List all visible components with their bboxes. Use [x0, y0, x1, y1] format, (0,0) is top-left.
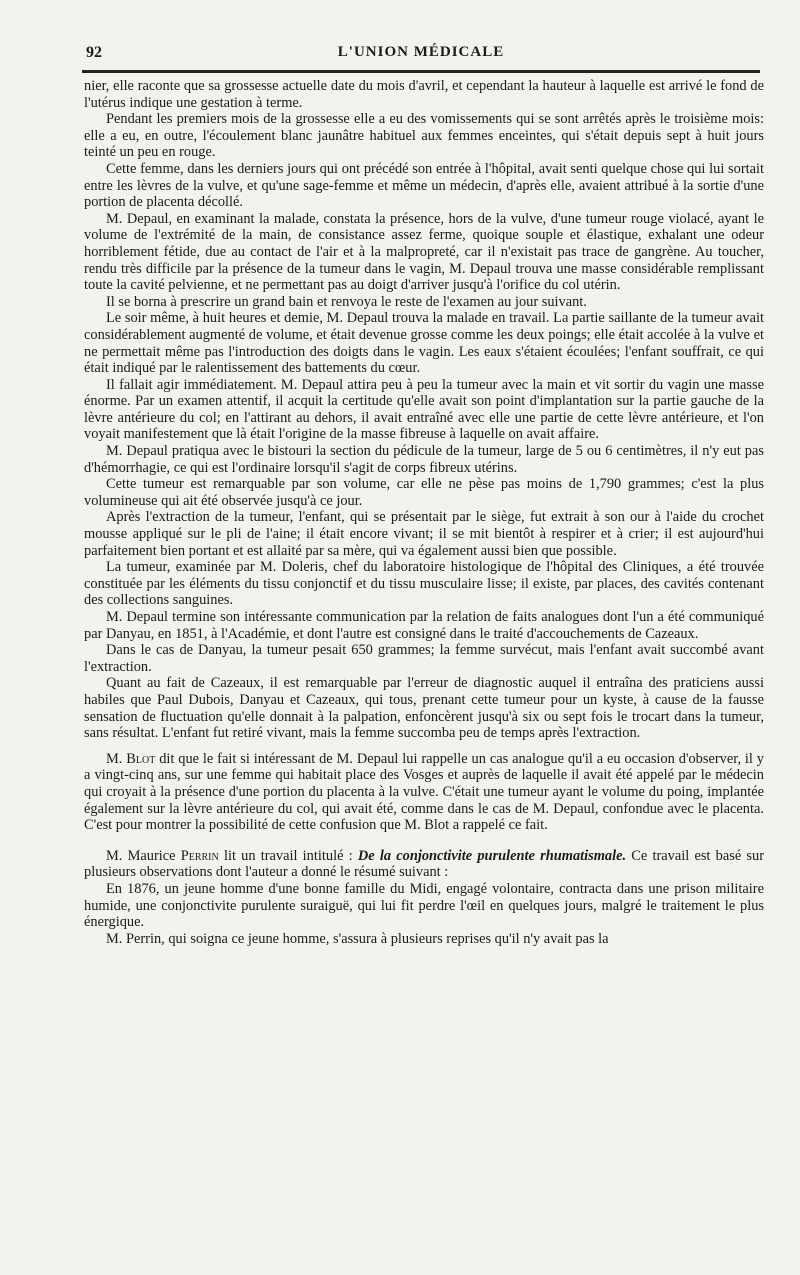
- page-header: [82, 38, 760, 68]
- paragraph: Le soir même, à huit heures et demie, M. Depaul trouva la malade en travail. La partie saillante de la tumeur avait considérablement augmenté de volume, et était devenue grosse comme les deux poings; elle était accolée à la vulve et ne permettait même pas l'introduction des doigts dans le vagin. Les eaux s'étaient écoulées; l'enfant souffrait, ce qui était indiqué par le ralentissement des battements du cœur.: [84, 310, 764, 377]
- paragraph: Cette tumeur est remarquable par son volume, car elle ne pèse pas moins de 1,790 grammes; c'est la plus volumineuse qui ait été observée jusqu'à ce jour.: [84, 476, 764, 509]
- blot-text: dit que le fait si intéressant de M. Depaul lui rappelle un cas analogue qu'il a eu occasion d'observer, il y a vingt-cinq ans, sur une femme qui habitait place des Vosges et auprès de laquelle il avait été appelé par le médecin qui croyait à la présence d'une portion du placenta à la vulve. C'était une tumeur ayant le volume du poing, implantée également sur la lèvre antérieure du col, qui avait été, comme dans le cas de M. Depaul, confondue avec le placenta. C'est pour montrer la possibilité de cette confusion que M. Blot a rappelé ce fait.: [84, 750, 764, 834]
- page-number: 92: [86, 44, 102, 61]
- perrin-prefix: M. Maurice: [106, 847, 181, 864]
- paragraph: Cette femme, dans les derniers jours qui ont précédé son entrée à l'hôpital, avait senti quelque chose qui lui sortait entre les lèvres de la vulve, et qu'une sage-femme et même un médecin, d'après elle, avaient attribué à la sortie d'une portion de placenta décollé.: [84, 160, 764, 211]
- paragraph: Quant au fait de Cazeaux, il est remarquable par l'erreur de diagnostic auquel il entraîna des praticiens aussi habiles que Paul Dubois, Danyau et Cazeaux, qui tous, prenant cette tumeur pour un kyste, à cause de la fausse sensation de fluctuation qu'elle donnait à la palpation, enfoncèrent jusqu'à six ou sept fois le trocart dans la tumeur, sans résultat. L'enfant fut retiré vivant, mais la femme succomba peu de temps après l'extraction.: [84, 675, 764, 742]
- paragraph: En 1876, un jeune homme d'une bonne famille du Midi, engagé volontaire, contracta dans une prison militaire humide, une conjonctivite purulente suraiguë, qui lui fit perdre l'œil en quelques jours, malgré le traitement le plus énergique.: [84, 880, 764, 931]
- blot-paragraph: [84, 751, 764, 834]
- paragraph: Il se borna à prescrire un grand bain et renvoya le reste de l'examen au jour suivant.: [106, 293, 587, 310]
- paragraph: Il fallait agir immédiatement. M. Depaul attira peu à peu la tumeur avec la main et vit sortir du vagin une masse énorme. Par un examen attentif, il acquit la certitude qu'elle avait son point d'implantation sur la partie gauche de la lèvre antérieure du col; en l'attirant au dehors, il avait entraîné avec elle une partie de cette lèvre antérieure, et l'on voyait manifestement que là était l'origine de la masse fibreuse à laquelle on avait affaire.: [84, 376, 764, 443]
- header-rule: [82, 70, 760, 73]
- paragraph: Dans le cas de Danyau, la tumeur pesait 650 grammes; la femme survécut, mais l'enfant avait succombé avant l'extraction.: [84, 642, 764, 675]
- speaker-name: M. Blot: [106, 750, 156, 767]
- running-title: L'UNION MÉDICALE: [337, 44, 505, 60]
- paragraph: M. Depaul pratiqua avec le bistouri la section du pédicule de la tumeur, large de 5 ou 6 centimètres, il n'y eut pas d'hémorrhagie, ce qui est l'ordinaire lorsqu'il s'agit de corps fibreux utérins.: [84, 443, 764, 476]
- paragraph: M. Perrin, qui soigna ce jeune homme, s'assura à plusieurs reprises qu'il n'y avait pas la: [106, 930, 609, 947]
- paragraph: M. Depaul termine son intéressante communication par la relation de faits analogues dont l'un a été communiqué par Danyau, en 1851, à l'Académie, et dont l'autre est consigné dans le traité d'accouchements de Cazeaux.: [84, 609, 764, 642]
- work-title: De la conjonctivite purulente rhumatismale.: [357, 847, 627, 864]
- paragraph: Pendant les premiers mois de la grossesse elle a eu des vomissements qui se sont arrêtés après le troisième mois: elle a eu, en outre, l'écoulement blanc jaunâtre habituel aux femmes enceintes, qui s'était depuis sept à huit jours teinté un peu en rouge.: [84, 111, 764, 161]
- speaker-name: Perrin: [180, 847, 219, 864]
- article-body: [84, 78, 764, 947]
- paragraph: La tumeur, examinée par M. Doleris, chef du laboratoire histologique de l'hôpital des Cliniques, a été trouvée constituée par les éléments du tissu conjonctif et du tissu musculaire lisse; il existe, par places, des cavités contenant des collections sanguines.: [84, 559, 764, 609]
- paragraph: nier, elle raconte que sa grossesse actuelle date du mois d'avril, et cependant la hauteur à laquelle est arrivé le fond de l'utérus indique une gestation à terme.: [84, 78, 764, 111]
- paragraph: M. Depaul, en examinant la malade, constata la présence, hors de la vulve, d'une tumeur rouge violacé, ayant le volume de l'extrémité de la main, de consistance assez ferme, quoique souple et élastique, exhalant une odeur horriblement fétide, due au contact de l'air et à la malpropreté, car il n'existait pas trace de gangrène. Au toucher, rendu très difficile par la présence de la tumeur dans le vagin, M. Depaul trouva une masse considérable remplissant toute la cavité pelvienne, et ne permettant pas au doigt d'arriver jusqu'à l'orifice du col utérin.: [84, 210, 764, 294]
- perrin-paragraph: [84, 848, 764, 881]
- paragraph: Après l'extraction de la tumeur, l'enfant, qui se présentait par le siège, fut extrait à son our à l'aide du crochet mousse appliqué sur le pli de l'aine; il était encore vivant; il se mit bientôt à respirer et à crier; il est aujourd'hui parfaitement bien portant et est allaité par sa mère, qui va également aussi bien que possible.: [84, 509, 764, 559]
- perrin-mid: lit un travail intitulé :: [218, 847, 358, 864]
- perrin-rest: Ce travail est basé sur plusieurs observations dont l'auteur a donné le résumé suivant :: [84, 847, 764, 881]
